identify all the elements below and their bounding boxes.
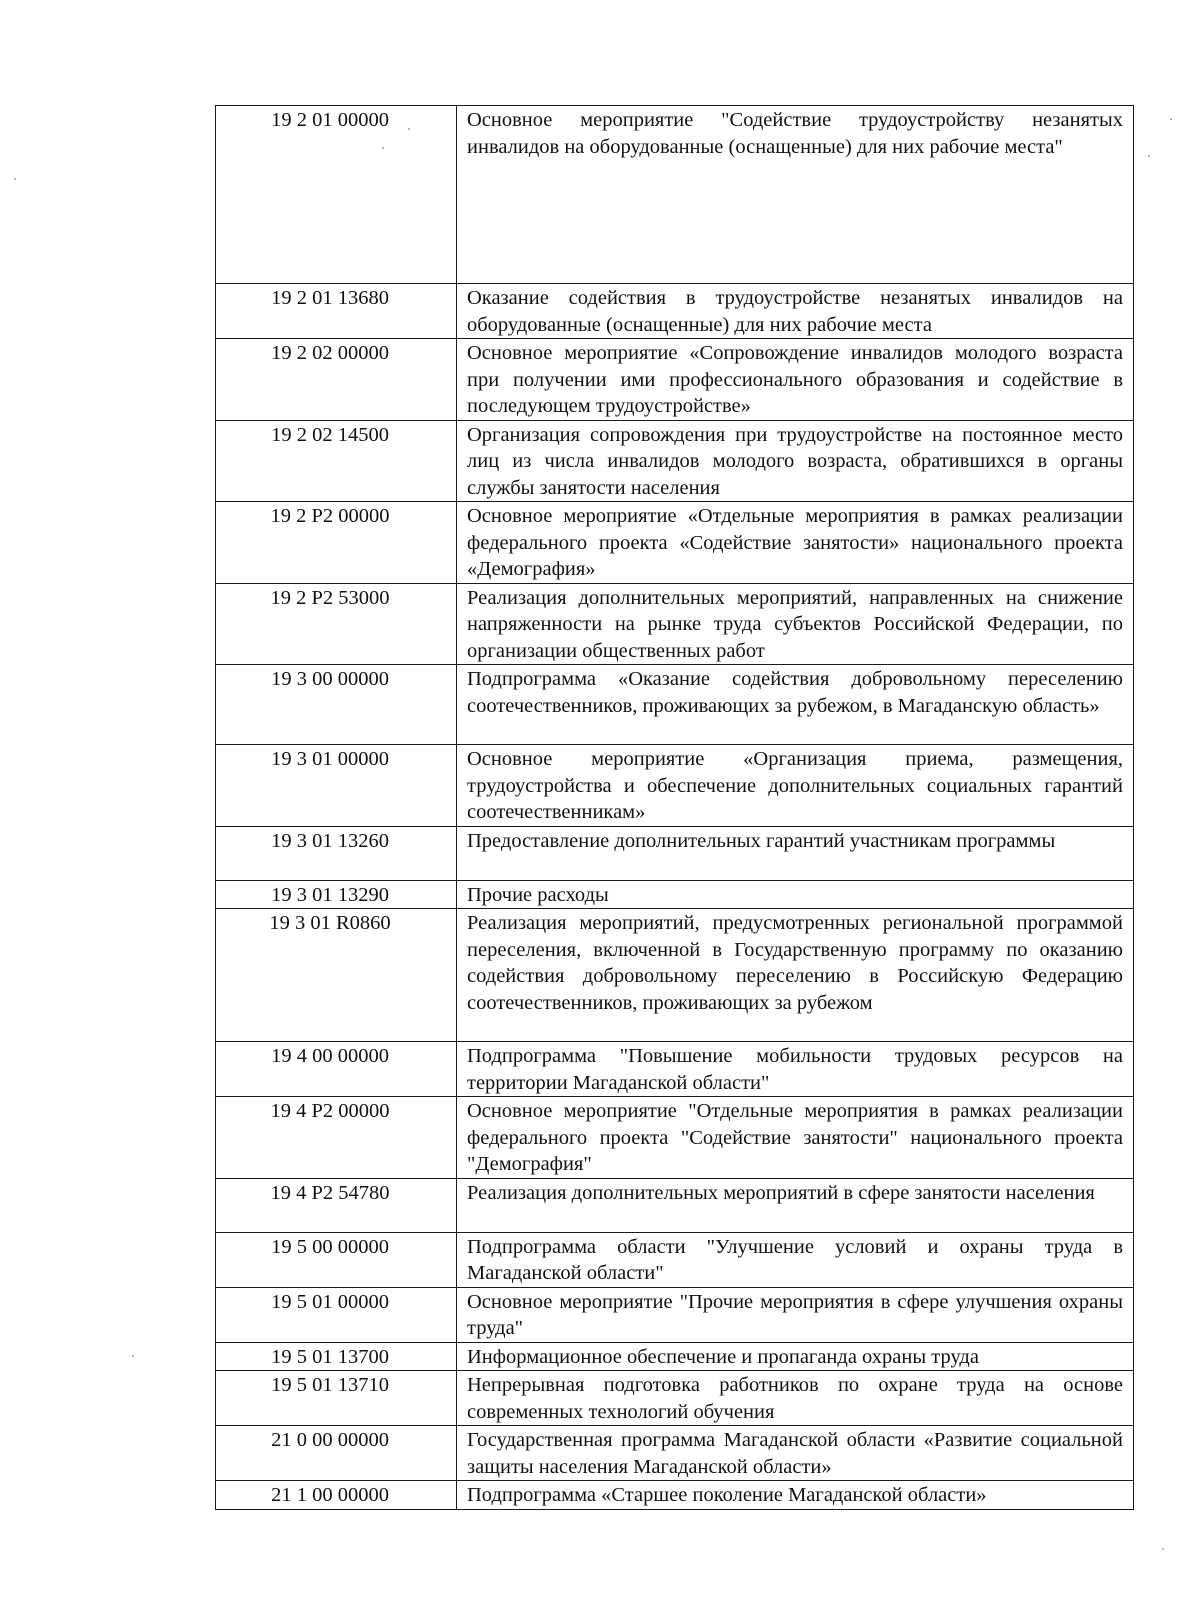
scan-speck [408, 128, 410, 130]
table-row [216, 1342, 1134, 1371]
table-row [216, 665, 1134, 745]
description-cell: Предоставление дополнительных гарантий участникам программы [457, 826, 1134, 880]
table-row [216, 1178, 1134, 1232]
table-row [216, 1481, 1134, 1510]
code-cell: 21 0 00 00000 [216, 1426, 457, 1481]
scan-speck [1148, 155, 1150, 157]
code-cell: 19 2 02 14500 [216, 420, 457, 502]
scan-speck [1170, 118, 1172, 120]
table-row [216, 1371, 1134, 1426]
description-cell: Подпрограмма области "Улучшение условий и охраны труда в Магаданской области" [457, 1232, 1134, 1287]
description-cell: Основное мероприятие "Содействие трудоустройству незанятых инвалидов на оборудованные (оснащенные) для них рабочие места" [457, 106, 1134, 284]
description-cell: Реализация мероприятий, предусмотренных региональной программой переселения, включенной в Государственную программу по оказанию содействия добровольному переселению в Российскую Федерацию соотечественников, проживающих за рубежом [457, 909, 1134, 1042]
scan-speck [14, 178, 16, 180]
code-cell: 21 1 00 00000 [216, 1481, 457, 1510]
table-row [216, 1232, 1134, 1287]
code-cell: 19 3 00 00000 [216, 665, 457, 745]
code-cell: 19 3 01 00000 [216, 745, 457, 827]
description-cell: Основное мероприятие "Прочие мероприятия в сфере улучшения охраны труда" [457, 1287, 1134, 1342]
code-cell: 19 2 P2 00000 [216, 502, 457, 584]
table-row [216, 106, 1134, 284]
description-cell: Реализация дополнительных мероприятий в сфере занятости населения [457, 1178, 1134, 1232]
code-cell: 19 3 01 R0860 [216, 909, 457, 1042]
code-cell: 19 4 P2 54780 [216, 1178, 457, 1232]
description-cell: Государственная программа Магаданской области «Развитие социальной защиты населения Магаданской области» [457, 1426, 1134, 1481]
scan-speck [1162, 1548, 1164, 1550]
description-cell: Информационное обеспечение и пропаганда охраны труда [457, 1342, 1134, 1371]
description-cell: Основное мероприятие «Организация приема, размещения, трудоустройства и обеспечение дополнительных социальных гарантий соотечественникам» [457, 745, 1134, 827]
document-page [215, 105, 1123, 1510]
table-row [216, 1097, 1134, 1179]
code-cell: 19 4 00 00000 [216, 1042, 457, 1097]
code-cell: 19 3 01 13290 [216, 880, 457, 909]
description-cell: Прочие расходы [457, 880, 1134, 909]
scan-speck [382, 147, 384, 149]
table-row [216, 339, 1134, 421]
table-row [216, 1042, 1134, 1097]
code-cell: 19 2 01 00000 [216, 106, 457, 284]
code-cell: 19 5 01 00000 [216, 1287, 457, 1342]
description-cell: Основное мероприятие «Отдельные мероприятия в рамках реализации федерального проекта «Содействие занятости» национального проекта «Демография» [457, 502, 1134, 584]
description-cell: Подпрограмма «Оказание содействия добровольному переселению соотечественников, проживающих за рубежом, в Магаданскую область» [457, 665, 1134, 745]
table-row [216, 880, 1134, 909]
table-row [216, 909, 1134, 1042]
description-cell: Непрерывная подготовка работников по охране труда на основе современных технологий обучения [457, 1371, 1134, 1426]
table-row [216, 1287, 1134, 1342]
code-cell: 19 5 01 13710 [216, 1371, 457, 1426]
description-cell: Подпрограмма «Старшее поколение Магаданской области» [457, 1481, 1134, 1510]
description-cell: Подпрограмма "Повышение мобильности трудовых ресурсов на территории Магаданской области" [457, 1042, 1134, 1097]
code-cell: 19 5 00 00000 [216, 1232, 457, 1287]
budget-classification-table [215, 105, 1134, 1510]
description-cell: Реализация дополнительных мероприятий, направленных на снижение напряженности на рынке труда субъектов Российской Федерации, по организации общественных работ [457, 583, 1134, 665]
table-row [216, 826, 1134, 880]
description-cell: Основное мероприятие "Отдельные мероприятия в рамках реализации федерального проекта "Содействие занятости" национального проекта "Демография" [457, 1097, 1134, 1179]
code-cell: 19 2 P2 53000 [216, 583, 457, 665]
scan-speck [132, 1355, 134, 1357]
code-cell: 19 5 01 13700 [216, 1342, 457, 1371]
table-row [216, 583, 1134, 665]
code-cell: 19 2 02 00000 [216, 339, 457, 421]
table-row [216, 1426, 1134, 1481]
description-cell: Основное мероприятие «Сопровождение инвалидов молодого возраста при получении ими профессионального образования и содействие в последующем трудоустройстве» [457, 339, 1134, 421]
table-row [216, 420, 1134, 502]
description-cell: Оказание содействия в трудоустройстве незанятых инвалидов на оборудованные (оснащенные) для них рабочие места [457, 284, 1134, 339]
code-cell: 19 4 P2 00000 [216, 1097, 457, 1179]
code-cell: 19 2 01 13680 [216, 284, 457, 339]
table-row [216, 502, 1134, 584]
description-cell: Организация сопровождения при трудоустройстве на постоянное место лиц из числа инвалидов молодого возраста, обратившихся в органы службы занятости населения [457, 420, 1134, 502]
table-row [216, 745, 1134, 827]
code-cell: 19 3 01 13260 [216, 826, 457, 880]
table-row [216, 284, 1134, 339]
